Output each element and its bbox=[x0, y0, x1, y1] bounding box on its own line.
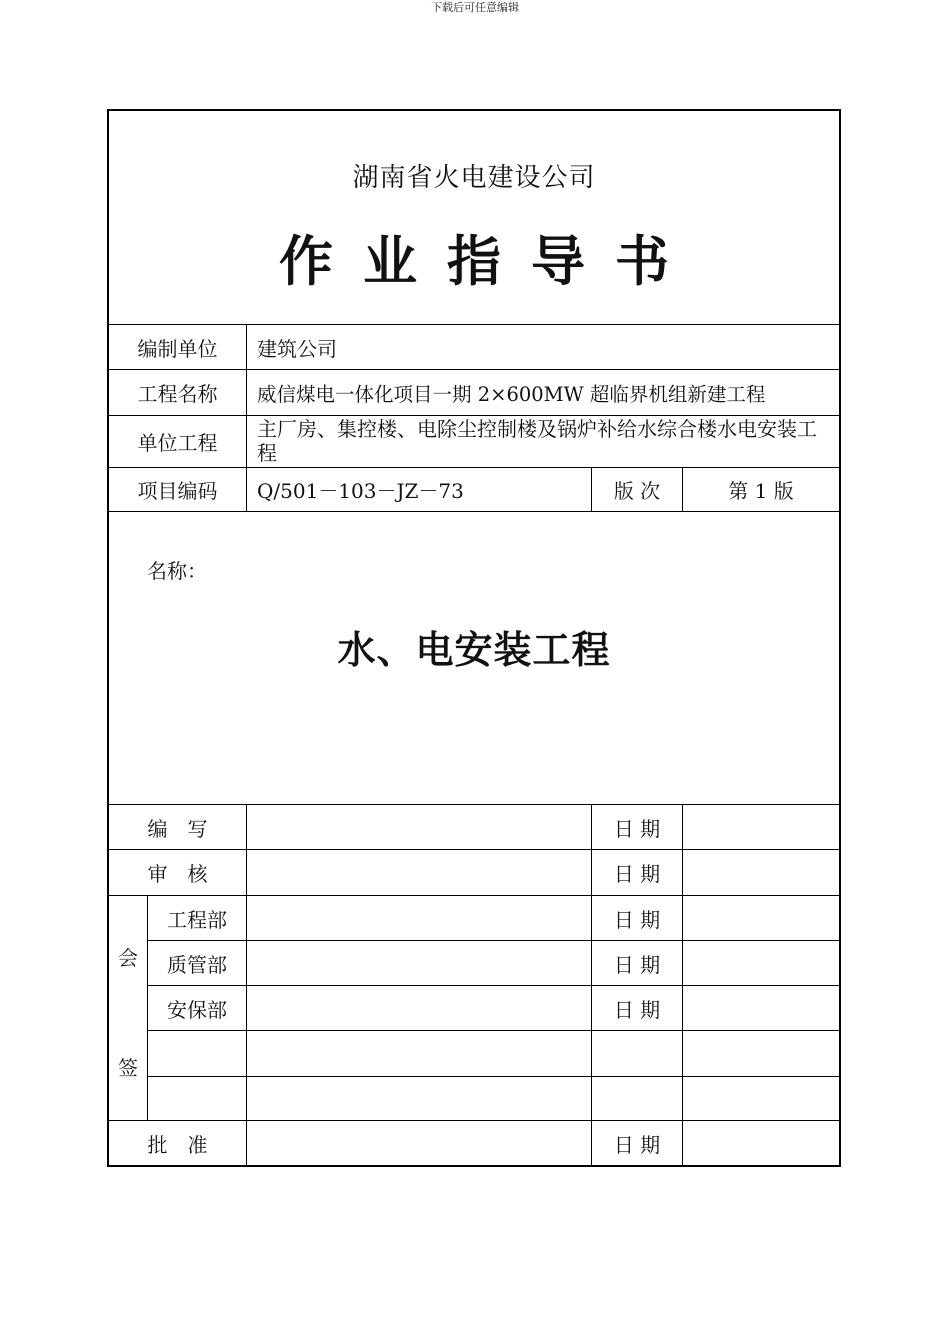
divider bbox=[147, 940, 839, 941]
company-name: 湖南省火电建设公司 bbox=[352, 163, 596, 193]
date-label: 日 期 bbox=[613, 907, 661, 932]
date-label: 日 期 bbox=[613, 952, 661, 977]
date-label: 日 期 bbox=[613, 816, 661, 841]
date-label: 日 期 bbox=[613, 862, 661, 886]
version-label: 版 次 bbox=[613, 479, 661, 503]
divider bbox=[246, 804, 247, 1165]
subproject-label: 单位工程 bbox=[137, 431, 218, 455]
dept-safety-label: 安保部 bbox=[167, 997, 227, 1022]
project-label: 工程名称 bbox=[137, 382, 218, 406]
date-label: 日 期 bbox=[613, 997, 661, 1022]
code-value: Q/501－103－JZ－73 bbox=[257, 479, 464, 503]
name-value: 水、电安装工程 bbox=[337, 627, 611, 672]
divider bbox=[147, 985, 839, 986]
write-label: 编 写 bbox=[147, 816, 208, 841]
project-value: 威信煤电一体化项目一期 2×600MW 超临界机组新建工程 bbox=[257, 382, 766, 406]
divider bbox=[682, 804, 683, 1165]
dept-engineering-label: 工程部 bbox=[167, 907, 227, 932]
review-label: 审 核 bbox=[147, 862, 208, 886]
version-value: 第 1 版 bbox=[728, 479, 794, 503]
code-label: 项目编码 bbox=[137, 479, 218, 503]
instruction-form bbox=[107, 109, 841, 1167]
unit-label: 编制单位 bbox=[137, 336, 218, 361]
unit-value: 建筑公司 bbox=[257, 336, 337, 361]
divider bbox=[109, 511, 839, 512]
subproject-value: 主厂房、集控楼、电除尘控制楼及锅炉补给水综合楼水电安装工程 bbox=[257, 417, 817, 465]
approve-label: 批 准 bbox=[147, 1132, 208, 1157]
page-header-note: 下载后可任意编辑 bbox=[431, 1, 519, 14]
date-label: 日 期 bbox=[613, 1132, 661, 1157]
name-label: 名称： bbox=[147, 559, 207, 583]
divider bbox=[147, 1076, 839, 1077]
subproject-cell bbox=[247, 417, 839, 467]
countersign-top-char: 会 bbox=[118, 945, 138, 970]
divider bbox=[147, 1030, 839, 1031]
dept-quality-label: 质管部 bbox=[167, 952, 227, 977]
countersign-bottom-char: 签 bbox=[118, 1055, 138, 1080]
document-title: 作业指导书 bbox=[279, 229, 699, 293]
